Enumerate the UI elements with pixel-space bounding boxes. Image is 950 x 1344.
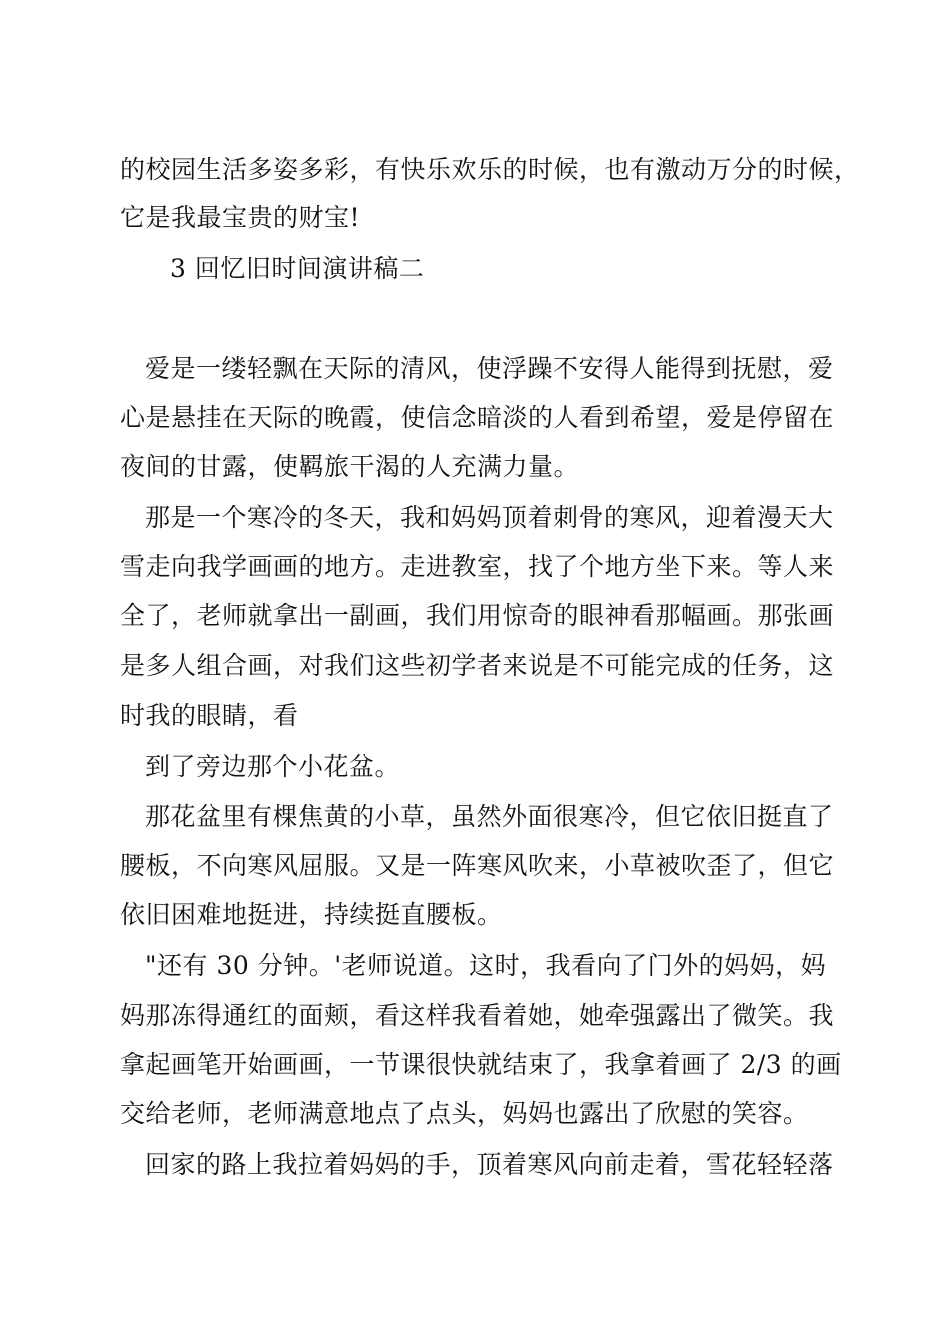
text-line: 全了，老师就拿出一副画，我们用惊奇的眼神看那幅画。那张画: [120, 601, 835, 630]
text-line: 心是悬挂在天际的晚霞，使信念暗淡的人看到希望，爱是停留在: [120, 403, 835, 432]
text-line: "还有 30 分钟。'老师说道。这时，我看向了门外的妈妈，妈: [145, 951, 827, 980]
text-line: 妈那冻得通红的面颊，看这样我看着她，她牵强露出了微笑。我: [120, 1001, 835, 1030]
text-line: 是多人组合画，对我们这些初学者来说是不可能完成的任务，这: [120, 651, 835, 680]
text-line: 到了旁边那个小花盆。: [145, 752, 401, 781]
text-line: 回家的路上我拉着妈妈的手，顶着寒风向前走着，雪花轻轻落: [145, 1150, 834, 1179]
text-line: 它是我最宝贵的财宝!: [120, 203, 361, 232]
text-line: 腰板，不向寒风屈服。又是一阵寒风吹来，小草被吹歪了，但它: [120, 851, 835, 880]
text-line: 的校园生活多姿多彩，有快乐欢乐的时候，也有激动万分的时候，: [120, 155, 860, 184]
text-line: 拿起画笔开始画画，一节课很快就结束了，我拿着画了 2/3 的画: [120, 1050, 842, 1079]
text-line: 交给老师，老师满意地点了点头，妈妈也露出了欣慰的笑容。: [120, 1099, 809, 1128]
text-line: 时我的眼睛，看: [120, 701, 299, 730]
text-line: 夜间的甘露，使羁旅干渴的人充满力量。: [120, 452, 580, 481]
text-line: 爱是一缕轻飘在天际的清风，使浮躁不安得人能得到抚慰，爱: [145, 354, 834, 383]
text-line: 那花盆里有棵焦黄的小草，虽然外面很寒冷，但它依旧挺直了: [145, 802, 834, 831]
text-line: 依旧困难地挺进，持续挺直腰板。: [120, 900, 503, 929]
text-line: 那是一个寒冷的冬天，我和妈妈顶着刺骨的寒风，迎着漫天大: [145, 503, 834, 532]
section-heading: 3 回忆旧时间演讲稿二: [170, 254, 425, 283]
text-line: 雪走向我学画画的地方。走进教室，找了个地方坐下来。等人来: [120, 552, 835, 581]
